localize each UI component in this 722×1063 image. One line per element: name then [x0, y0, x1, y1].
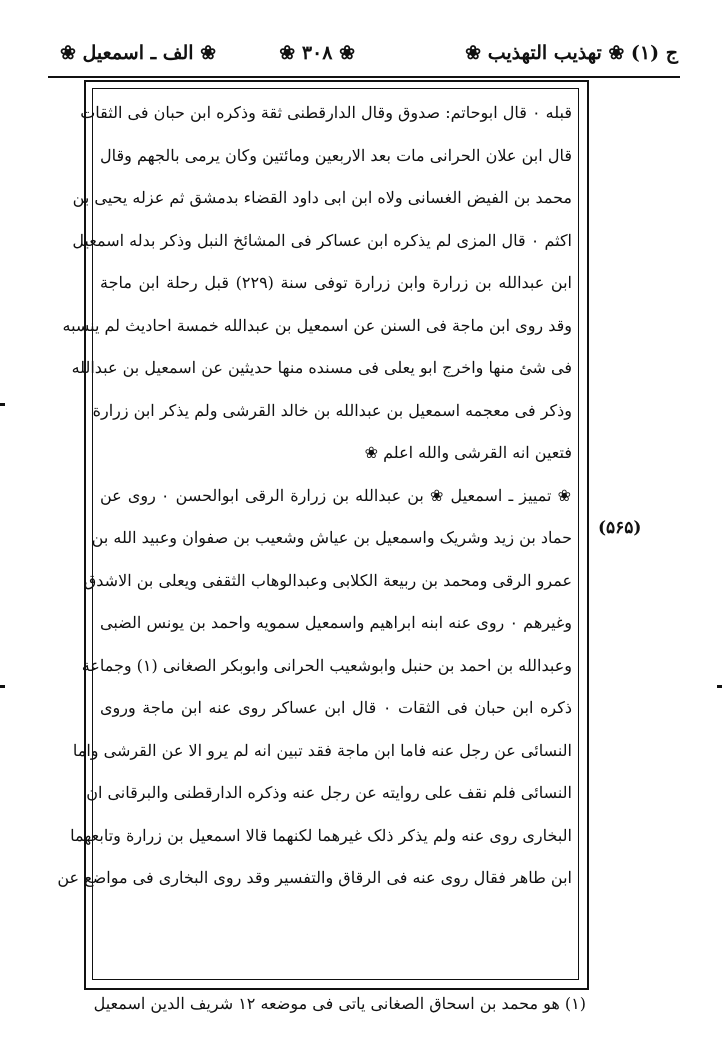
- scan-edge-mark: [717, 685, 722, 688]
- footnote: (۱) هو محمد بن اسحاق الصغانی یاتی فی موضعه ۱۲ شریف الدین اسمعیل: [93, 994, 586, 1013]
- text-line: فتعین انه القرشی والله اعلم ❀: [364, 443, 572, 462]
- running-header: [50, 38, 678, 78]
- text-line: البخاری روی عنه ولم یذکر ذلک غیرهما لکنهما قالا اسمعیل بن زرارة وتابعهما: [70, 825, 572, 845]
- text-line: حماد بن زید وشریک واسمعیل بن عیاش وشعیب بن صفوان وعبید الله بن: [91, 528, 572, 547]
- text-line: محمد بن الفیض الغسانی ولاه ابن ابی داود القضاء بدمشق ثم عزله یحیی بن: [72, 188, 572, 207]
- text-line: ذکره ابن حبان فی الثقات ۰ قال ابن عساکر روی عنه ابن ماجة وروی: [100, 698, 573, 717]
- text-line: ابن طاهر فقال روی عنه فی الرقاق والتفسیر وقد روی البخاری فی مواضع عن: [57, 868, 572, 887]
- text-line: فی شئ منها واخرج ابو یعلی فی مسنده منها حدیثین عن اسمعیل بن عبدالله: [71, 358, 572, 377]
- header-section-name: ❀ الف ـ اسمعیل ❀: [60, 42, 217, 64]
- entry-number: (۵۶۵): [598, 518, 642, 538]
- text-line: اکثم ۰ قال المزی لم یذکره ابن عساکر فی المشائخ النبل وذکر بدله اسمعیل: [72, 230, 572, 250]
- scan-edge-mark: [0, 685, 5, 688]
- text-line: وقد روی ابن ماجة فی السنن عن اسمعیل بن عبدالله خمسة احادیث لم ینسبه: [62, 315, 572, 335]
- scan-edge-mark: [0, 403, 5, 406]
- text-line: وعبدالله بن احمد بن حنبل وابوشعیب الحرانی وابوبکر الصغانی (۱) وجماعة: [81, 655, 572, 675]
- text-line: النسائی فلم نقف علی روایته عن رجل عنه وذکره الدارقطنی والبرقانی ان: [86, 783, 572, 802]
- text-line: وغیرهم ۰ روی عنه ابنه ابراهیم واسمعیل سمویه واحمد بن یونس الضبی: [100, 613, 573, 632]
- text-line: عمرو الرقی ومحمد بن ربیعة الکلابی وعبدالوهاب الثقفی ویعلی بن الاشدق: [83, 570, 572, 590]
- body-text: [57, 92, 573, 900]
- text-line: قال ابن علان الحرانی مات بعد الاربعین ومائتین وکان یرمی بالجهم وقال: [100, 145, 572, 165]
- text-line: وذکر فی معجمه اسمعیل بن عبدالله بن خالد القرشی ولم یذکر ابن زرارة: [92, 400, 572, 420]
- header-rule: [48, 76, 680, 78]
- header-volume-title: ج (۱) ❀ تهذیب التهذیب ❀: [465, 42, 678, 64]
- entry-heading-line: ❀ تمییز ـ اسمعیل ❀ بن عبدالله بن زرارة الرقی ابوالحسن ۰ روی عن: [100, 485, 573, 505]
- text-line: قبله ۰ قال ابوحاتم: صدوق وقال الدارقطنی ثقة وذکره ابن حبان فی الثقات: [80, 103, 572, 122]
- header-page-number: ❀ ۳۰۸ ❀: [279, 42, 355, 64]
- text-line: ابن عبدالله بن زرارة وابن زرارة توفی سنة (۲۲۹) قبل رحلة ابن ماجة: [100, 273, 572, 292]
- text-line: النسائی عن رجل عنه فاما ابن ماجة فقد تبین انه لم یرو الا عن القرشی واما: [72, 740, 572, 760]
